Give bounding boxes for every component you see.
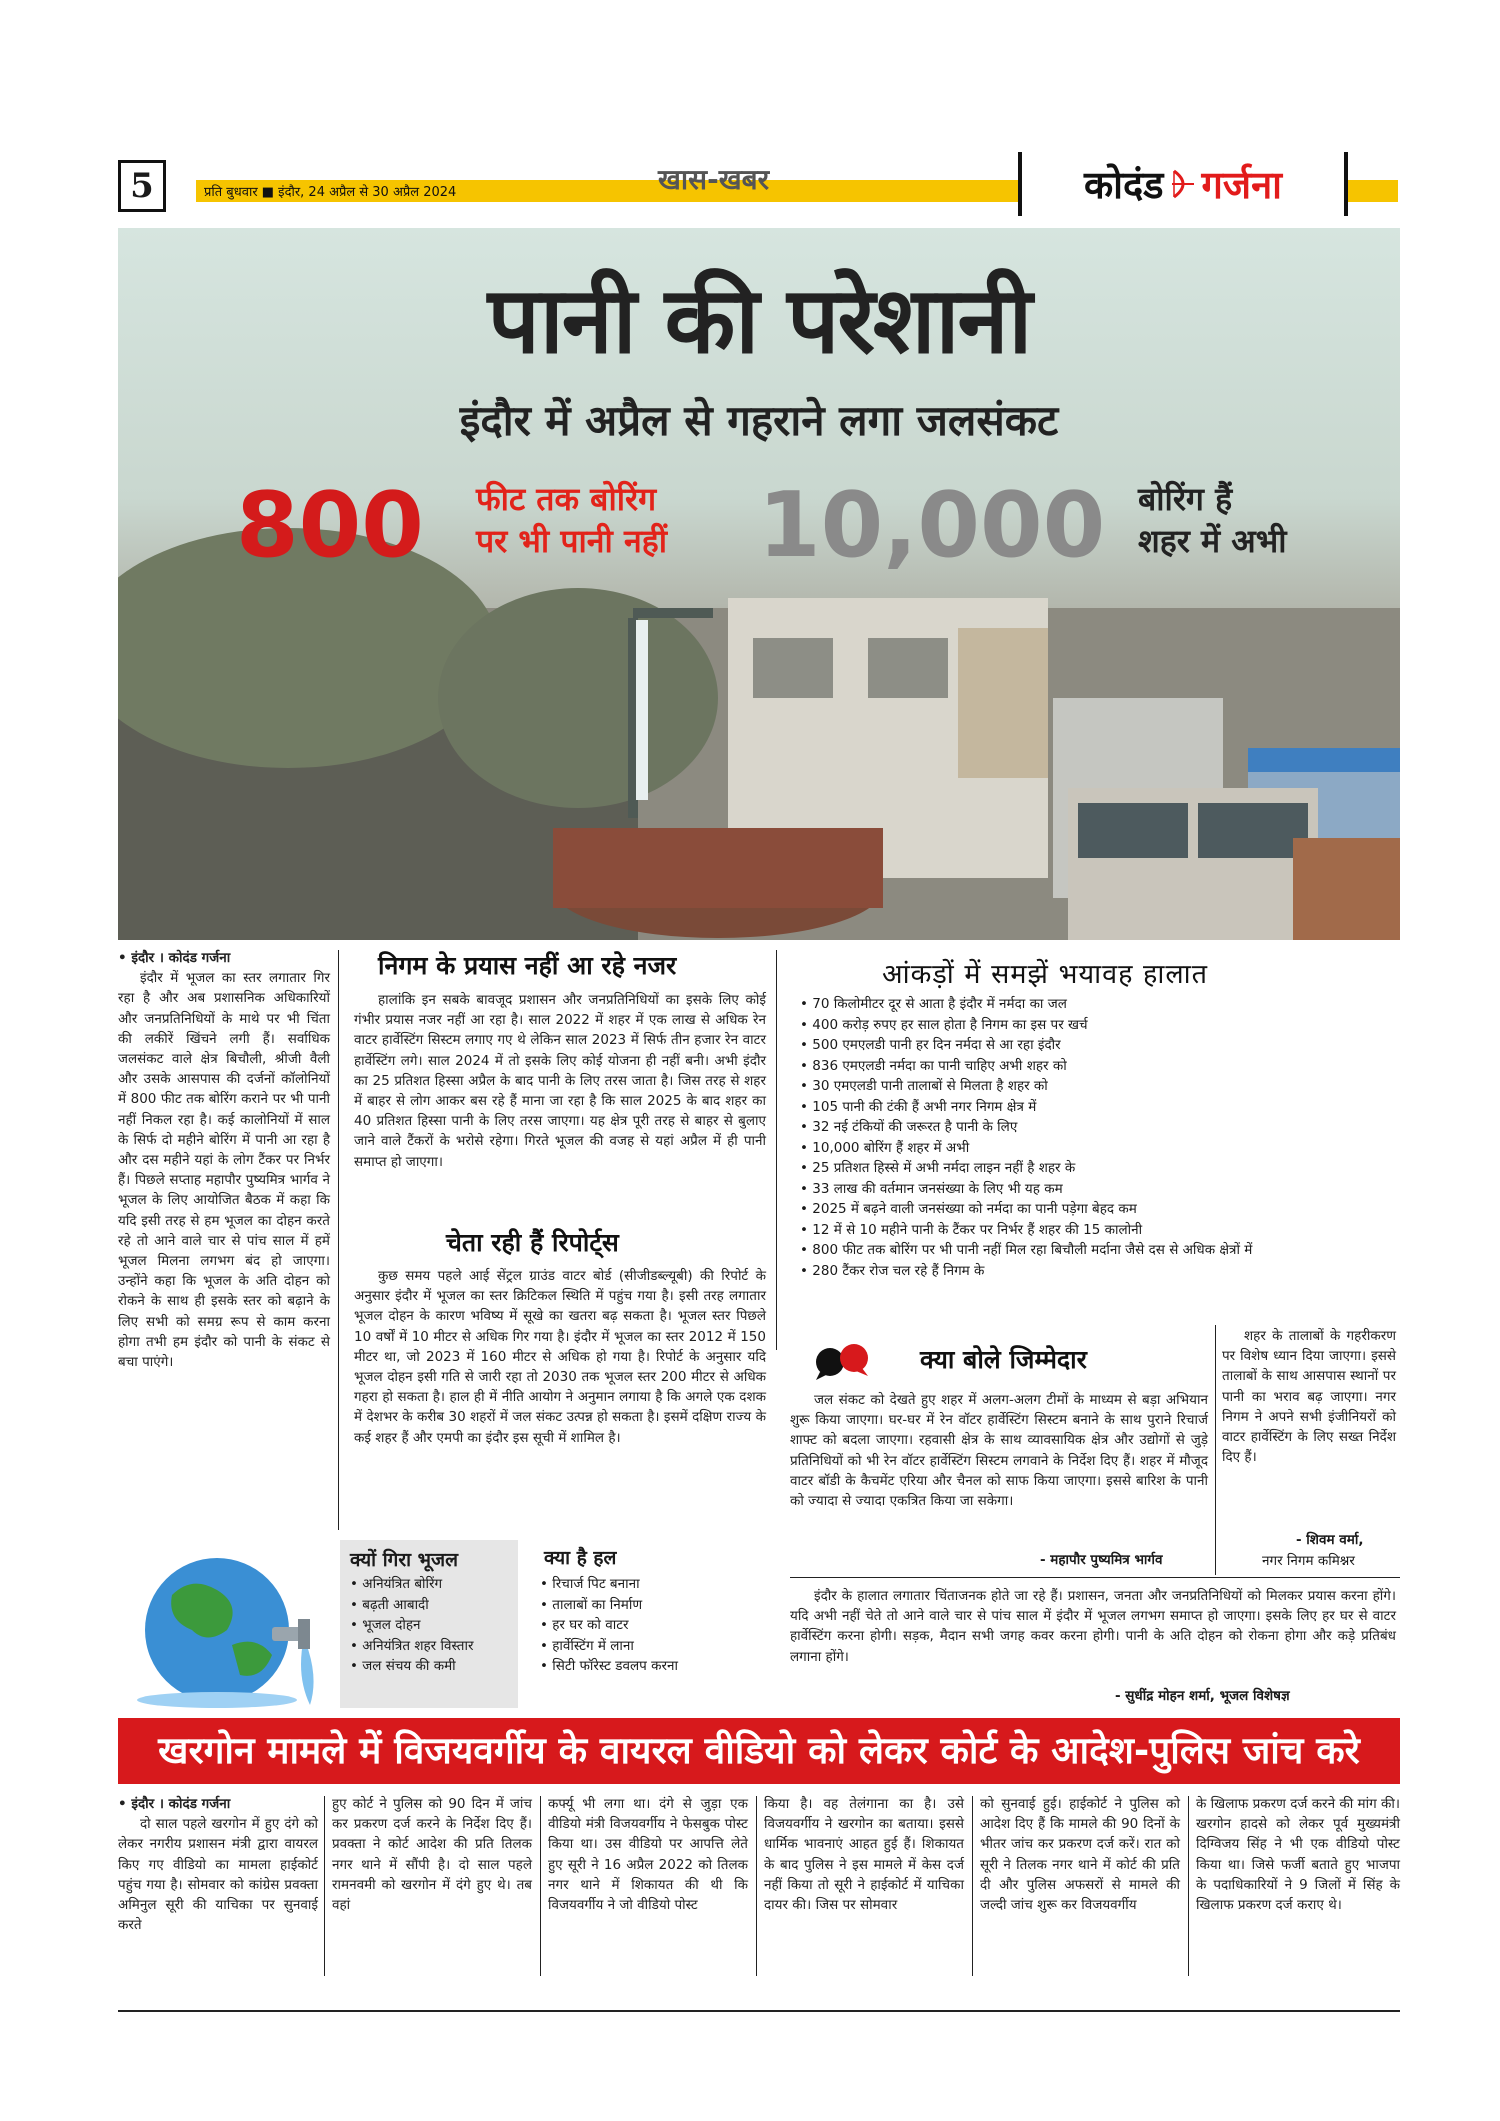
lead-story	[118, 948, 330, 1372]
stat-800-line1: फीट तक बोरिंग	[476, 480, 657, 518]
khargone-col-2: हुए कोर्ट ने पुलिस को 90 दिन में जांच कर प्रकरण दर्ज करने के निर्देश दिए हैं। प्रवक्ता ने कोर्ट आदेश की प्रति तिलक नगर थाने में सौंपी है। दो साल पहले रामनवमी को खरगोन में दंगे हुए थे। तब वहां	[332, 1796, 532, 1914]
lead-byline: • इंदौर । कोदंड गर्जना	[118, 950, 231, 966]
column-divider	[324, 1796, 325, 1976]
hero-image	[118, 228, 1400, 940]
stat-10000-line2: शहर में अभी	[1138, 522, 1287, 560]
column-divider	[756, 1796, 757, 1976]
solution-list	[540, 1574, 760, 1677]
why-box	[340, 1540, 518, 1708]
figure-item: • 105 पानी की टंकी हैं अभी नगर निगम क्षेत्र में	[800, 1097, 1400, 1118]
logo-right-text: गर्जना	[1201, 163, 1283, 207]
column-divider	[1188, 1796, 1189, 1976]
lead-body: इंदौर में भूजल का स्तर लगातार गिर रहा है और अब प्रशासनिक अधिकारियों और जनप्रतिनिधियों के माथे पर भी चिंता की लकीरें खिंचने लगी हैं। सर्वाधिक जलसंकट वाले क्षेत्र बिचौली, श्रीजी वैली और उसके आसपास की दर्जनों कॉलोनियों में 800 फीट तक बोरिंग कराने पर भी पानी नहीं निकल रहा है। कई कालोनियों में साल के सिर्फ दो महीने बोरिंग में पानी आ रहा है और दस महीने यहां के लोग टैंकर पर निर्भर हैं। पिछले सप्ताह महापौर पुष्यमित्र भार्गव ने भूजल के लिए आयोजित बैठक में कहा कि यदि इसी तरह से हम भूजल का दोहन करते रहे तो आने वाले चार से पांच साल में हमें भूजल मिलना लगभग बंद हो जाएगा। उन्होंने कहा कि भूजल के अति दोहन को रोकने के साथ ही इसके स्तर को बढ़ाने के लिए सभी को समग्र रूप से काम करना होगा तभी हम इंदौर को पानी के संकट से बचा पाएंगे।	[118, 970, 330, 1371]
page-bottom-rule	[118, 2010, 1400, 2012]
figure-item: • 800 फीट तक बोरिंग पर भी पानी नहीं मिल रहा बिचौली मर्दाना जैसे दस से अधिक क्षेत्रों में	[800, 1240, 1400, 1261]
figures-list	[800, 994, 1400, 1281]
figure-item: • 32 नई टंकियों की जरूरत है पानी के लिए	[800, 1117, 1400, 1138]
globe-tap-illustration	[122, 1535, 332, 1710]
figure-item: • 836 एमएलडी नर्मदा का पानी चाहिए अभी शहर को	[800, 1056, 1400, 1077]
why-item: • अनियंत्रित शहर विस्तार	[350, 1636, 518, 1657]
figure-item: • 12 में से 10 महीने पानी के टैंकर पर निर्भर हैं शहर की 15 कालोनी	[800, 1220, 1400, 1241]
masthead	[118, 160, 1398, 222]
figure-item: • 70 किलोमीटर दूर से आता है इंदौर में नर्मदा का जल	[800, 994, 1400, 1015]
khargone-byline: • इंदौर । कोदंड गर्जना	[118, 1796, 231, 1812]
solution-heading: क्या है हल	[544, 1547, 617, 1569]
figure-item: • 400 करोड़ रुपए हर साल होता है निगम का इस पर खर्च	[800, 1015, 1400, 1036]
khargone-col-6: के खिलाफ प्रकरण दर्ज करने की मांग की। खरगोन हादसे को लेकर पूर्व मुख्यमंत्री दिग्विजय सिंह ने भी एक वीडियो पोस्ट किया था। जिसे फर्जी बताते हुए भाजपा के पदाधिकारियों ने 9 जिलों में सिंह के खिलाफ प्रकरण दर्ज कराए थे।	[1196, 1796, 1400, 1914]
why-item: • भूजल दोहन	[350, 1615, 518, 1636]
solution-item: • हर घर को वाटर	[540, 1615, 760, 1636]
stat-10000-line1: बोरिंग हैं	[1138, 480, 1233, 518]
figure-item: • 500 एमएलडी पानी हर दिन नर्मदा से आ रहा इंदौर	[800, 1035, 1400, 1056]
section-label: खास-खबर	[658, 163, 770, 196]
why-item: • जल संचय की कमी	[350, 1656, 518, 1677]
column-divider	[972, 1796, 973, 1976]
figures-heading: आंकड़ों में समझें भयावह हालात	[882, 959, 1209, 990]
expert-name: - सुधींद्र मोहन शर्मा, भूजल विशेषज्ञ	[1115, 1688, 1290, 1704]
section-rule	[790, 1577, 1400, 1578]
why-item: • बढ़ती आबादी	[350, 1595, 518, 1616]
solution-item: • हार्वेस्टिंग में लाना	[540, 1636, 760, 1657]
mayor-name: - महापौर पुष्यमित्र भार्गव	[1040, 1552, 1163, 1568]
khargone-col-4: किया है। वह तेलंगाना का है। उसे विजयवर्गीय ने खरगोन का बताया। इससे धार्मिक भावनाएं आहत हुई हैं। शिकायत के बाद पुलिस ने इस मामले में केस दर्ज नहीं किया तो सूरी ने हाईकोर्ट में याचिका दायर की। जिस पर सोमवार	[764, 1796, 964, 1914]
why-heading: क्यों गिरा भूजल	[350, 1549, 458, 1571]
bow-icon	[1170, 169, 1196, 199]
nigam-heading: निगम के प्रयास नहीं आ रहे नजर	[378, 951, 677, 980]
solution-item: • तालाबों का निर्माण	[540, 1595, 760, 1616]
khargone-col-5: को सुनवाई हुई। हाईकोर्ट ने पुलिस को आदेश दिए हैं कि मामले की 90 दिनों के भीतर जांच कर प्रकरण दर्ज करें। रात को सूरी ने तिलक नगर थाने में कोर्ट की प्रति दी और पुलिस अफसरों से मामले की जल्दी जांच शुरू कर विजयवर्गीय	[980, 1796, 1180, 1914]
reports-body: कुछ समय पहले आई सेंट्रल ग्राउंड वाटर बोर्ड (सीजीडब्ल्यूबी) की रिपोर्ट के अनुसार इंदौर में भूजल का स्तर क्रिटिकल स्थिति में पहुंच गया है। इसी तरह लगातार भूजल दोहन के कारण भविष्य में सूखे का खतरा बढ़ सकता है। भूजल स्तर पिछले 10 वर्षों में 10 मीटर से अधिक गिर गया है। इंदौर में भूजल का स्तर 2012 में 150 मीटर था, जो 2023 में 160 मीटर से अधिक हो गया है। रिपोर्ट के अनुसार यदि भूजल दोहन इसी गति से जारी रहा तो 2030 तक भूजल स्तर 200 मीटर से अधिक गहरा हो सकता है। हाल ही में नीति आयोग ने अनुमान लगाया है कि अगले एक दशक में देशभर के करीब 30 शहरों में जल संकट उत्पन्न हो सकता है। इसमें दक्षिण राज्य के कई शहर हैं और एमपी का इंदौर इस सूची में शामिल है।	[354, 1268, 766, 1446]
commissioner-title: नगर निगम कमिश्नर	[1262, 1553, 1355, 1569]
stat-10000-caption	[1138, 478, 1287, 562]
logo-left-text: कोदंड	[1083, 163, 1164, 207]
newspaper-logo	[1018, 152, 1348, 216]
commissioner-name: - शिवम वर्मा,	[1296, 1532, 1364, 1548]
figure-item: • 33 लाख की वर्तमान जनसंख्या के लिए भी यह कम	[800, 1179, 1400, 1200]
khargone-col-1-text: दो साल पहले खरगोन में हुए दंगे को लेकर नगरीय प्रशासन मंत्री द्वारा वायरल किए गए वीडियो का मामला हाईकोर्ट पहुंच गया है। सोमवार को कांग्रेस प्रवक्ता अमिनुल सूरी की याचिका पर सुनवाई करते	[118, 1816, 318, 1934]
figure-item: • 25 प्रतिशत हिस्से में अभी नर्मदा लाइन नहीं है शहर के	[800, 1158, 1400, 1179]
stat-800-number: 800	[236, 473, 424, 578]
khargone-headline: खरगोन मामले में विजयवर्गीय के वायरल वीडियो को लेकर कोर्ट के आदेश-पुलिस जांच करे	[118, 1718, 1400, 1784]
solution-item: • रिचार्ज पिट बनाना	[540, 1574, 760, 1595]
mayor-quote: जल संकट को देखते हुए शहर में अलग-अलग टीमों के माध्यम से बड़ा अभियान शुरू किया जाएगा। घर-घर में रेन वॉटर हार्वेस्टिंग सिस्टम बनाने के साथ पुराने रिचार्ज शाफ्ट को बदला जाएगा। रहवासी क्षेत्र के साथ व्यावसायिक क्षेत्र और उद्योगों से जुड़े प्रतिनिधियों को भी रेन वॉटर हार्वेस्टिंग सिस्टम लगवाने के निर्देश दिए हैं। शहर में मौजूद वाटर बॉडी के कैचमेंट एरिया और चैनल को साफ किया जाएगा। इससे बारिश के पानी को ज्यादा से ज्यादा एकत्रित किया जा सकेगा।	[790, 1392, 1208, 1510]
expert-quote: इंदौर के हालात लगातार चिंताजनक होते जा रहे हैं। प्रशासन, जनता और जनप्रतिनिधियों को मिलकर प्रयास करना होंगे। यदि अभी नहीं चेते तो आने वाले चार से पांच साल में इंदौर में भूजल लगभग समाप्त हो जाएगा। इसके लिए हर घर से वाटर हार्वेस्टिंग करना होगी। सड़क, मैदान सभी जगह कवर करना होगी। पानी के अति दोहन को रोकना होगा और कड़े प्रतिबंध लगाना होंगे।	[790, 1588, 1396, 1665]
column-divider	[338, 950, 339, 1530]
why-list	[340, 1574, 518, 1677]
issue-line: प्रति बुधवार ■ इंदौर, 24 अप्रैल से 30 अप्रैल 2024	[204, 185, 457, 200]
speech-bubbles-icon	[812, 1340, 874, 1380]
column-divider	[1215, 1325, 1216, 1575]
column-divider	[776, 950, 777, 1350]
figure-item: • 280 टैंकर रोज चल रहे हैं निगम के	[800, 1261, 1400, 1282]
khargone-col-1	[118, 1794, 318, 1935]
page-number: 5	[118, 160, 166, 212]
commissioner-quote: शहर के तालाबों के गहरीकरण पर विशेष ध्यान दिया जाएगा। इससे तालाबों के साथ आसपास स्थानों पर पानी का भराव बढ़ जाएगा। नगर निगम ने अपने सभी इंजीनियरों को वाटर हार्वेस्टिंग के लिए सख्त निर्देश दिए हैं।	[1222, 1328, 1396, 1466]
solution-item: • सिटी फॉरेस्ट डवलप करना	[540, 1656, 760, 1677]
solution-box	[540, 1540, 760, 1677]
nigam-body: हालांकि इन सबके बावजूद प्रशासन और जनप्रतिनिधियों का इसके लिए कोई गंभीर प्रयास नजर नहीं आ रहा है। साल 2022 में शहर में एक लाख से अधिक रेन वाटर हार्वेस्टिंग सिस्टम लगाए गए थे लेकिन साल 2023 में सिर्फ तीन हजार रेन वाटर हार्वेस्टिंग लगे। साल 2024 में तो इसके लिए कोई योजना ही नहीं बनी। अभी इंदौर का 25 प्रतिशत हिस्सा अप्रैल के बाद पानी के लिए तरस जाता है। जिस तरह से शहर में बाहर से लोग आकर बस रहे हैं माना जा रहा है कि साल 2025 के बाद शहर का 40 प्रतिशत हिस्सा पानी के लिए तरस जाएगा। यह क्षेत्र पूरी तरह से बाहर से बुलाए जाने वाले टैंकरों के भरोसे रहेगा। गिरते भूजल की वजह से यहां अप्रैल में ही पानी समाप्त हो जाएगा।	[354, 992, 766, 1170]
responsible-heading: क्या बोले जिम्मेदार	[920, 1345, 1087, 1374]
stat-800-caption	[476, 478, 667, 562]
khargone-col-3: कर्फ्यू भी लगा था। दंगे से जुड़ा एक वीडियो मंत्री विजयवर्गीय ने फेसबुक पोस्ट किया था। उस वीडियो पर आपत्ति लेते हुए सूरी ने 16 अप्रैल 2022 को तिलक नगर थाने में शिकायत की थी कि विजयवर्गीय ने जो वीडियो पोस्ट	[548, 1796, 748, 1914]
column-divider	[540, 1796, 541, 1976]
reports-heading: चेता रही हैं रिपोर्ट्स	[446, 1228, 619, 1257]
stat-800-line2: पर भी पानी नहीं	[476, 522, 668, 560]
hero-subtitle: इंदौर में अप्रैल से गहराने लगा जलसंकट	[459, 396, 1059, 445]
figure-item: • 2025 में बढ़ने वाली जनसंख्या को नर्मदा का पानी पड़ेगा बेहद कम	[800, 1199, 1400, 1220]
figure-item: • 30 एमएलडी पानी तालाबों से मिलता है शहर को	[800, 1076, 1400, 1097]
hero-title: पानी की परेशानी	[487, 267, 1031, 374]
stat-10000-number: 10,000	[758, 473, 1106, 578]
why-item: • अनियंत्रित बोरिंग	[350, 1574, 518, 1595]
figure-item: • 10,000 बोरिंग हैं शहर में अभी	[800, 1138, 1400, 1159]
